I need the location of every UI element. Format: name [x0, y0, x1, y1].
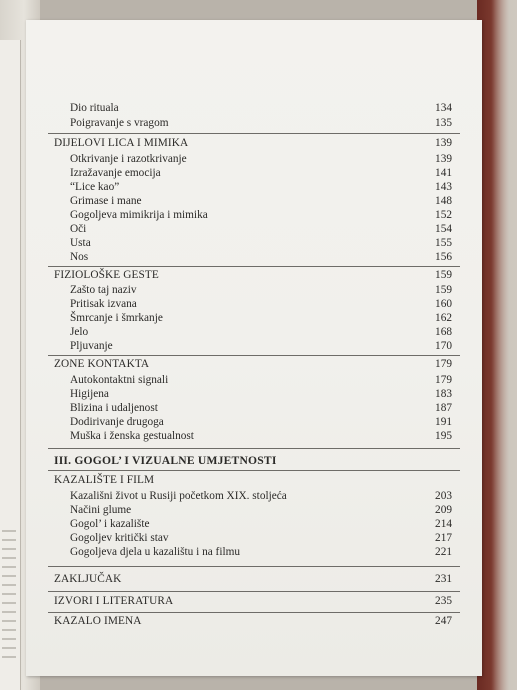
- toc-entry-page: 214: [435, 518, 452, 530]
- toc-section-title: KAZALO IMENA: [54, 615, 142, 627]
- adjacent-page-text-fragment: [2, 530, 16, 660]
- toc-entry-page: 170: [435, 340, 452, 352]
- toc-section-title: DIJELOVI LICA I MIMIKA: [54, 137, 189, 149]
- toc-entry-title: Gogoljev kritički stav: [70, 532, 169, 544]
- toc-section-page: 247: [435, 615, 452, 627]
- table-of-contents-page: [26, 20, 482, 676]
- toc-entry-page: 134: [435, 102, 452, 114]
- toc-entry-title: Usta: [70, 237, 91, 249]
- toc-entry-title: Šmrcanje i šmrkanje: [70, 312, 163, 324]
- toc-entry-page: 162: [435, 312, 452, 324]
- toc-entry-title: Poigravanje s vragom: [70, 117, 169, 129]
- section-divider: [48, 612, 460, 613]
- toc-entry-page: 155: [435, 237, 452, 249]
- toc-section-heading: [26, 358, 482, 372]
- toc-entry: [26, 326, 482, 340]
- toc-entry-title: Oči: [70, 223, 87, 235]
- toc-entry-title: Načini glume: [70, 504, 132, 516]
- toc-entry-title: Gogol’ i kazalište: [70, 518, 150, 530]
- toc-entry: [26, 223, 482, 237]
- toc-entry-page: 148: [435, 195, 452, 207]
- toc-entry-title: “Lice kao”: [70, 181, 120, 193]
- toc-section-page: 231: [435, 573, 452, 585]
- section-divider: [48, 355, 460, 356]
- toc-entry: [26, 504, 482, 518]
- toc-entry-page: 217: [435, 532, 452, 544]
- toc-entry: [26, 195, 482, 209]
- toc-part-heading: [26, 454, 482, 468]
- toc-section-page: 139: [435, 137, 452, 149]
- toc-entry: [26, 532, 482, 546]
- toc-entry: [26, 209, 482, 223]
- toc-section-title: ZAKLJUČAK: [54, 573, 122, 585]
- section-divider: [48, 591, 460, 592]
- toc-entry: [26, 251, 482, 265]
- toc-entry: [26, 312, 482, 326]
- toc-entry-title: Otkrivanje i razotkrivanje: [70, 153, 187, 165]
- toc-entry-title: Dio rituala: [70, 102, 119, 114]
- toc-entry-title: Autokontaktni signali: [70, 374, 169, 386]
- toc-entry-page: 168: [435, 326, 452, 338]
- toc-entry-title: Higijena: [70, 388, 109, 400]
- toc-entry-page: 156: [435, 251, 452, 263]
- toc-entry-title: Jelo: [70, 326, 89, 338]
- section-divider: [48, 566, 460, 567]
- toc-section-title: IZVORI I LITERATURA: [54, 595, 174, 607]
- toc-entry-title: Gogoljeva djela u kazalištu i na filmu: [70, 546, 241, 558]
- toc-entry: [26, 490, 482, 504]
- toc-entry-page: 152: [435, 209, 452, 221]
- toc-entry-page: 141: [435, 167, 452, 179]
- toc-entry-title: Nos: [70, 251, 89, 263]
- toc-entry-page: 209: [435, 504, 452, 516]
- toc-section-page: 179: [435, 358, 452, 370]
- toc-section-heading: [26, 615, 482, 629]
- toc-entry-page: 183: [435, 388, 452, 400]
- toc-entry-page: 139: [435, 153, 452, 165]
- toc-entry: [26, 340, 482, 354]
- toc-entry: [26, 402, 482, 416]
- toc-entry-page: 179: [435, 374, 452, 386]
- toc-entry-title: Dodirivanje drugoga: [70, 416, 164, 428]
- toc-part-title: III. GOGOL’ I VIZUALNE UMJETNOSTI: [54, 454, 277, 467]
- toc-entry-page: 154: [435, 223, 452, 235]
- toc-entry: [26, 117, 482, 131]
- section-divider: [48, 266, 460, 267]
- toc-entry-page: 159: [435, 284, 452, 296]
- toc-entry-page: 143: [435, 181, 452, 193]
- toc-entry-title: Pljuvanje: [70, 340, 113, 352]
- toc-entry: [26, 518, 482, 532]
- toc-entry-title: Blizina i udaljenost: [70, 402, 158, 414]
- toc-entry-page: 187: [435, 402, 452, 414]
- section-divider: [48, 133, 460, 134]
- toc-entry-title: Izražavanje emocija: [70, 167, 161, 179]
- toc-entry-page: 221: [435, 546, 452, 558]
- toc-entry-title: Gogoljeva mimikrija i mimika: [70, 209, 208, 221]
- toc-section-heading: [26, 573, 482, 587]
- toc-section-page: 159: [435, 269, 452, 281]
- toc-section-heading: [26, 137, 482, 151]
- toc-section-page: 235: [435, 595, 452, 607]
- toc-entry: [26, 181, 482, 195]
- toc-entry-page: 195: [435, 430, 452, 442]
- toc-entry: [26, 546, 482, 560]
- toc-section-title: KAZALIŠTE I FILM: [54, 474, 155, 486]
- toc-entry-page: 203: [435, 490, 452, 502]
- toc-entry: [26, 416, 482, 430]
- toc-entry-title: Grimase i mane: [70, 195, 142, 207]
- toc-entry-title: Muška i ženska gestualnost: [70, 430, 194, 442]
- toc-section-heading: [26, 474, 482, 488]
- toc-entry-title: Pritisak izvana: [70, 298, 137, 310]
- toc-section-heading: [26, 595, 482, 609]
- toc-section-title: FIZIOLOŠKE GESTE: [54, 269, 159, 281]
- toc-entry: [26, 374, 482, 388]
- toc-entry: [26, 298, 482, 312]
- toc-entry: [26, 237, 482, 251]
- toc-entry: [26, 284, 482, 298]
- toc-section-heading: [26, 269, 482, 283]
- toc-entry-page: 191: [435, 416, 452, 428]
- toc-entry: [26, 153, 482, 167]
- toc-entry: [26, 102, 482, 116]
- section-divider: [48, 448, 460, 449]
- toc-entry-page: 135: [435, 117, 452, 129]
- toc-entry-page: 160: [435, 298, 452, 310]
- toc-entry-title: Kazališni život u Rusiji početkom XIX. stoljeća: [70, 490, 287, 502]
- toc-entry: [26, 167, 482, 181]
- background-right-surface: [491, 0, 517, 690]
- toc-entry-title: Zašto taj naziv: [70, 284, 137, 296]
- toc-entry: [26, 430, 482, 444]
- section-divider: [48, 470, 460, 471]
- toc-entry: [26, 388, 482, 402]
- toc-section-title: ZONE KONTAKTA: [54, 358, 150, 370]
